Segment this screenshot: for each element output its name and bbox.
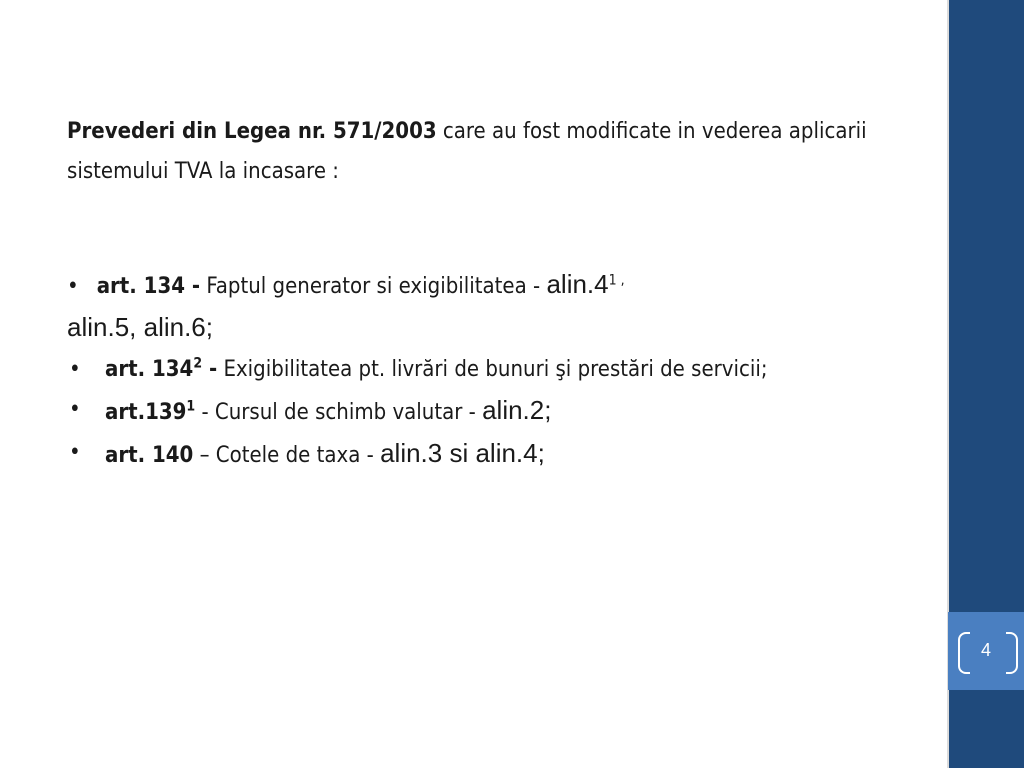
article-list [67, 264, 902, 476]
article-ref: art. 140 [105, 443, 194, 468]
page-number: 4 [980, 640, 991, 660]
article-ref: art. 134 - [96, 274, 201, 299]
page-number-box [948, 612, 1024, 690]
slide-content [67, 112, 902, 476]
article-desc: Exigibilitatea pt. livrări de bunuri şi prestări de servicii; [217, 357, 768, 382]
list-item [67, 390, 902, 433]
right-bracket-icon [1006, 632, 1018, 674]
law-title: Prevederi din Legea nr. 571/2003 [67, 119, 437, 144]
article-ref: art. 134 [105, 357, 194, 382]
article-dash: - [202, 357, 218, 382]
bullet-icon: • [67, 274, 79, 299]
intro-text: care au fost modificate in vederea aplicarii sistemului TVA la incasare : [67, 119, 867, 184]
intro-paragraph [67, 112, 902, 192]
article-desc: – Cotele de taxa - [193, 443, 381, 468]
paragraph-ref: alin.3 si alin.4; [380, 438, 545, 468]
paragraph-ref-cont: alin.5, alin.6; [67, 312, 213, 342]
superscript: 2 [193, 355, 203, 372]
bullet-icon: • [69, 357, 81, 382]
article-ref: art.139 [105, 400, 187, 425]
bullet-icon: • [69, 397, 81, 422]
list-item [67, 350, 902, 390]
article-desc: Faptul generator si exigibilitatea - [200, 274, 547, 299]
bullet-icon: • [69, 440, 81, 465]
article-desc: - Cursul de schimb valutar - [195, 400, 483, 425]
list-item [67, 264, 902, 350]
separator: , [616, 272, 625, 289]
list-item [67, 433, 902, 476]
paragraph-ref: alin.4 [546, 269, 609, 299]
paragraph-ref: alin.2; [482, 395, 552, 425]
superscript: 1 [186, 398, 196, 415]
superscript: 1 [608, 272, 617, 289]
